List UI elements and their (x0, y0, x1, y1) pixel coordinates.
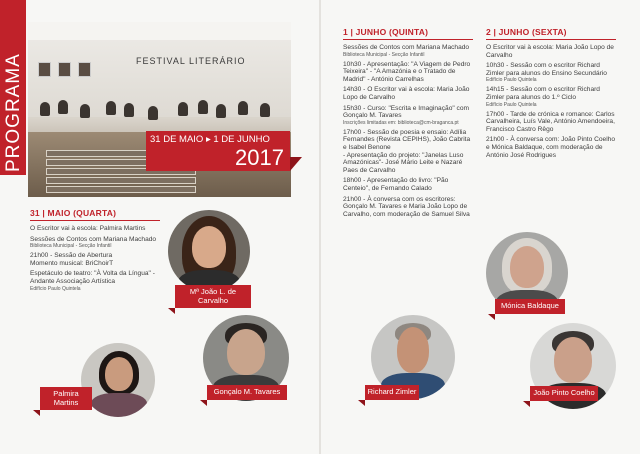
day1-rule (343, 39, 473, 40)
day2-heading: 2 | JUNHO (SEXTA) (486, 27, 567, 37)
day2-item: 14h15 - Sessão com o escritor Richard Zimler para alunos do 1.º Ciclo (486, 86, 600, 101)
day31-program (30, 225, 160, 295)
day31-venue: Biblioteca Municipal - Secção Infantil (30, 243, 112, 250)
page-fold (319, 0, 321, 454)
day31-item: Espetáculo de teatro: "À Volta da Língua" - Andante Associação Artística (30, 270, 155, 285)
name-tag-palmira: Palmira Martins (40, 387, 92, 410)
portrait-face (554, 337, 592, 383)
portrait-palmira (81, 343, 155, 417)
day2-item: 17h00 - Tarde de crónica e romance: Carlos Carvalheira, Luís Vale, António Amendoeira, Francisco Castro Rêgo (486, 110, 615, 133)
day2-item: 10h30 - Sessão com o escritor Richard Zimler para alunos do Ensino Secundário (486, 62, 607, 77)
portrait-face (510, 246, 544, 288)
name-tag-goncalo: Gonçalo M. Tavares (207, 385, 287, 400)
audience (28, 92, 291, 132)
day1-item: 21h00 - À conversa com os escritores: Gonçalo M. Tavares e Maria João Lopo de Carvalho, com moderação de Samuel Silva (343, 195, 470, 218)
day31-heading: 31 | MAIO (QUARTA) (30, 208, 117, 218)
day2-venue: Edifício Paulo Quintela (486, 101, 537, 108)
day31-venue: Edifício Paulo Quintela (30, 285, 81, 292)
wall-frames (38, 62, 108, 92)
day1-item: 10h30 - Apresentação: "A Viagem de Pedro Teixeira" - "A Amazónia e o Tratado de Madrid" - António Carrelhas (343, 60, 471, 83)
name-tag-monica: Mónica Baldaque (495, 299, 565, 314)
programa-label: PROGRAMA (3, 53, 24, 172)
festival-sign: FESTIVAL LITERÁRIO (136, 56, 246, 66)
day2-program (486, 44, 616, 162)
day1-program (343, 44, 473, 221)
portrait-face (192, 226, 226, 268)
day1-item: - Apresentação do projeto: "Janelas Luso Amazónicas"- José Mário Leite e Nazaré Paes de Carvalho (343, 151, 464, 174)
name-tag-joao: João Pinto Coelho (530, 386, 598, 401)
programa-side-band (0, 0, 26, 175)
day2-venue: Edifício Paulo Quintela (486, 77, 537, 84)
day2-item: 21h00 - À conversa com: João Pinto Coelho e Mónica Baldaque, com moderação de António José Rodrigues (486, 136, 616, 159)
day31-rule (30, 220, 160, 221)
day2-rule (486, 39, 616, 40)
gallery-ceiling (28, 22, 291, 40)
date-range: 31 DE MAIO ▸ 1 DE JUNHO (150, 134, 270, 145)
portrait-face (227, 329, 265, 375)
day1-item: Sessões de Contos com Mariana Machado (343, 44, 470, 51)
name-tag-richard: Richard Zimler (365, 385, 419, 400)
day1-venue: Biblioteca Municipal - Secção Infantil (343, 51, 425, 58)
day31-item: O Escritor vai à escola: Palmira Martins (30, 225, 146, 232)
day31-item: 21h00 - Sessão de Abertura (30, 252, 113, 260)
day2-item: O Escritor vai à escola: Maria João Lopo de Carvalho (486, 44, 614, 59)
portrait-body (91, 393, 147, 417)
day1-note: Inscrições limitadas em: biblioteca@cm-braganca.pt (343, 119, 459, 126)
day1-item: 17h00 - Sessão de poesia e ensaio: Adília Fernandes (Revista CEPIHS), João Cabrita e Isabel Benone (343, 128, 471, 151)
day1-heading: 1 | JUNHO (QUINTA) (343, 27, 429, 37)
name-tag-mjoao: Mª João L. de Carvalho (175, 285, 251, 308)
portrait-face (105, 357, 133, 391)
day1-item: 18h00 - Apresentação do livro: "Pão Centeio", de Fernando Calado (343, 177, 449, 192)
day31-item: Sessões de Contos com Mariana Machado (30, 235, 157, 243)
portrait-mjoao (168, 210, 250, 292)
day1-item: 15h30 - Curso: "Escrita e Imaginação" com Gonçalo M. Tavares (343, 104, 469, 120)
portrait-face (397, 327, 429, 373)
day31-item: Momento musical: BriChoirT (30, 259, 114, 267)
day1-item: 14h30 - O Escritor vai à escola: Maria João Lopo de Carvalho (343, 86, 470, 101)
festival-year: 2017 (235, 145, 284, 170)
date-ribbon (146, 131, 290, 171)
